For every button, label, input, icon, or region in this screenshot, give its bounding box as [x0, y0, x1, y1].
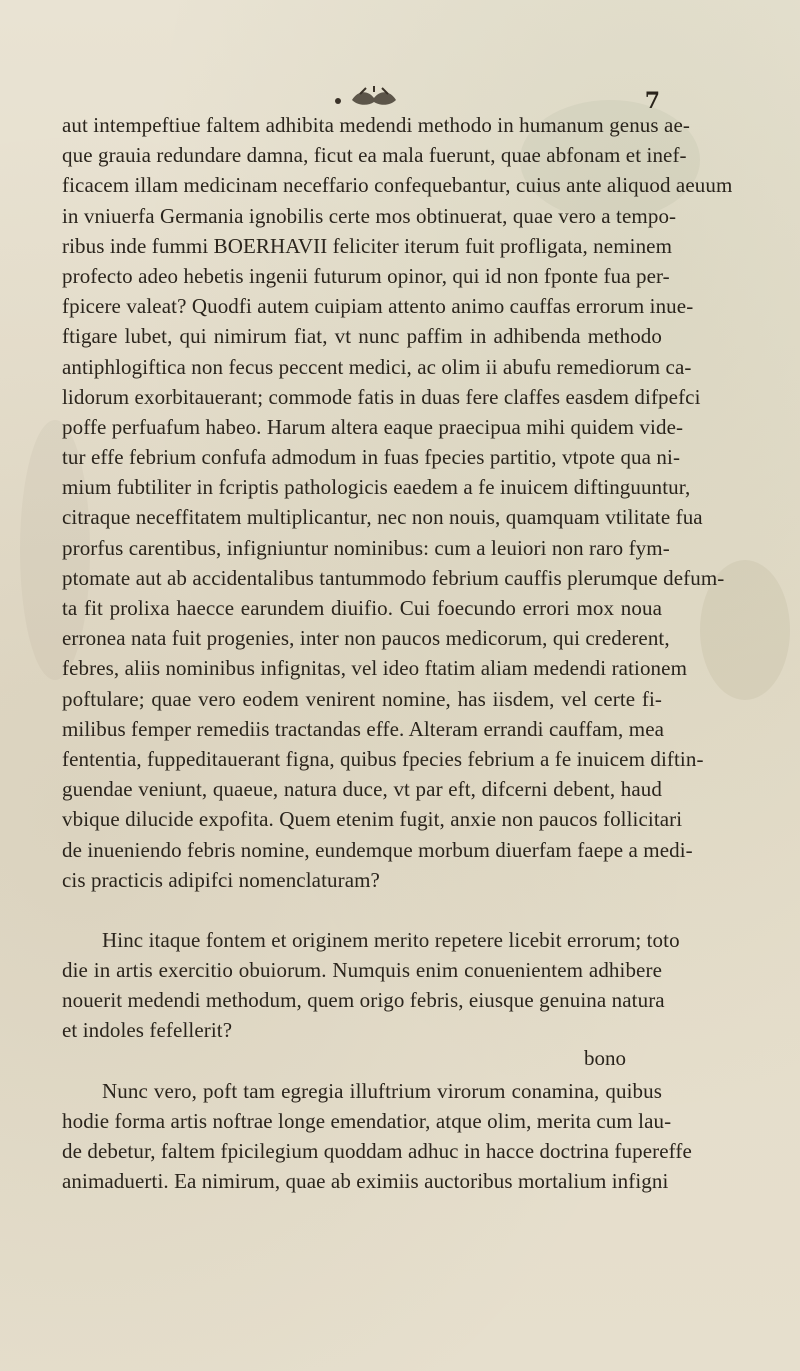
text-line: de debetur, faltem fpicilegium quoddam adhuc in hacce doctrina fupereffe: [62, 1139, 692, 1163]
text-line: aut intempeftiue faltem adhibita medendi methodo in humanum genus ae-: [62, 113, 690, 137]
text-line: erronea nata fuit progenies, inter non paucos medicorum, qui crederent,: [62, 626, 670, 651]
paragraph-1: [62, 110, 733, 895]
text-line: febres, aliis nominibus infignitas, vel ideo ftatim aliam medendi rationem: [62, 656, 688, 681]
text-line: guendae veniunt, quaeue, natura duce, vt par eft, difcerni debent, haud: [62, 777, 662, 802]
text-line: tur effe febrium confufa admodum in fuas fpecies partitio, vtpote qua ni-: [62, 445, 681, 470]
text-line: vbique dilucide expofita. Quem etenim fugit, anxie non paucos follicitari: [62, 807, 683, 832]
text-line: nouerit medendi methodum, quem origo febris, eiusque genuina natura: [62, 988, 665, 1013]
page-number: 7: [644, 88, 660, 114]
text-line: ftigare lubet, qui nimirum fiat, vt nunc paffim in adhibenda methodo: [62, 324, 662, 349]
text-line: lidorum exorbitauerant; commode fatis in duas fere claffes easdem difpefci: [62, 384, 701, 409]
text-line: hodie forma artis noftrae longe emendatior, atque olim, merita cum lau-: [62, 1108, 672, 1133]
paragraph-spacer: [62, 1046, 662, 1076]
text-line: ficacem illam medicinam neceffario confequebantur, cuius ante aliquod aeuum: [62, 173, 733, 198]
text-line: que grauia redundare damna, ficut ea mala fuerunt, quae abfonam et inef-: [62, 143, 687, 168]
text-line: animaduerti. Ea nimirum, quae ab eximiis auctoribus mortalium infigni: [62, 1169, 669, 1194]
text-line: poffe perfuafum habeo. Harum altera eaque praecipua mihi quidem vide-: [62, 414, 684, 439]
text-line: ribus inde fummi BOERHAVII feliciter iterum fuit profligata, neminem: [62, 233, 673, 258]
text-line: de inueniendo febris nomine, eundemque morbum diuerfam faepe a medi-: [62, 837, 693, 862]
text-line: Hinc itaque fontem et originem merito repetere licebit errorum; toto: [102, 927, 680, 952]
paragraph-3: [62, 1076, 692, 1197]
text-line: Nunc vero, poft tam egregia illuftrium virorum conamina, quibus: [102, 1078, 662, 1103]
text-line: poftulare; quae vero eodem venirent nomine, has iisdem, vel certe fi-: [62, 686, 662, 711]
text-line: prorfus carentibus, infigniuntur nominibus: cum a leuiori non raro fym-: [62, 535, 670, 560]
body-text: [62, 110, 733, 1196]
text-line: citraque neceffitatem multiplicantur, nec non nouis, quamquam vtilitate fua: [62, 505, 703, 530]
text-line: mium fubtiliter in fcriptis pathologicis eaedem a fe inuicem diftinguuntur,: [62, 475, 691, 500]
paragraph-2: [62, 925, 680, 1046]
text-line: milibus femper remediis tractandas effe. Alteram errandi cauffam, mea: [62, 716, 665, 741]
text-line: fententia, fuppeditauerant figna, quibus fpecies febrium a fe inuicem diftin-: [62, 746, 704, 771]
catchword: bono: [584, 1046, 626, 1070]
text-line: ptomate aut ab accidentalibus tantummodo febrium cauffis plerumque defum-: [62, 565, 725, 590]
text-line: profecto adeo hebetis ingenii futurum opinor, qui id non fponte fua per-: [62, 263, 670, 288]
text-line: fpicere valeat? Quodfi autem cuipiam attento animo cauffas errorum inue-: [62, 294, 694, 319]
paragraph-spacer: [62, 895, 662, 925]
text-line: cis practicis adipifci nomenclaturam?: [62, 867, 380, 892]
printers-ornament: [330, 86, 410, 108]
text-line: in vniuerfa Germania ignobilis certe mos obtinuerat, quae vero a tempo-: [62, 203, 677, 228]
text-line: antiphlogiftica non fecus peccent medici, ac olim ii abufu remediorum ca-: [62, 354, 692, 379]
text-line: ta fit prolixa haecce earundem diuifio. Cui foecundo errori mox noua: [62, 596, 662, 620]
text-line: die in artis exercitio obuiorum. Numquis enim conuenientem adhibere: [62, 958, 662, 983]
text-line: et indoles fefellerit?: [62, 1018, 233, 1043]
